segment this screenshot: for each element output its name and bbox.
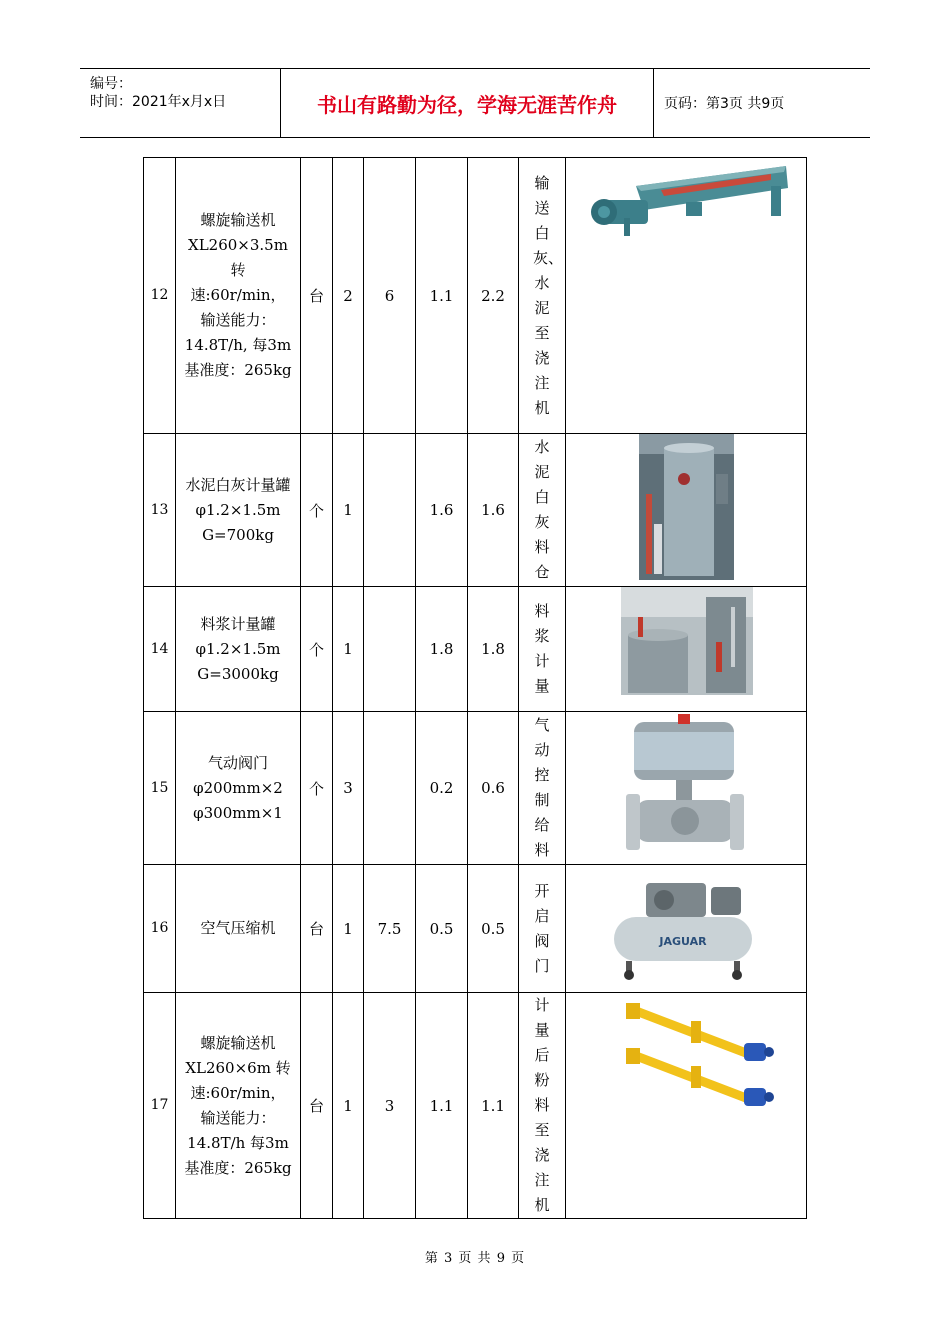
table-row [144,587,807,712]
row-power: 6 [364,158,416,434]
row-number: 14 [144,587,176,712]
valve-illustration [566,712,806,860]
row-unit: 个 [301,712,333,865]
row-number: 13 [144,434,176,587]
slurry-tank-photo [566,587,807,712]
row-usage: 料浆计量 [519,587,566,712]
row-description: 螺旋输送机XL260×3.5m 转速:60r/min，输送能力：14.8T/h, 每3m基准度：265kg [176,158,301,434]
row-unit-value: 1.6 [416,434,468,587]
equipment-table [143,157,807,1219]
row-number: 12 [144,158,176,434]
row-quantity: 1 [333,993,364,1219]
screw-conveyor-illustration [566,158,806,258]
table-row [144,434,807,587]
table-row [144,993,807,1219]
row-power: 7.5 [364,865,416,993]
row-description: 料浆计量罐 φ1.2×1.5m G=3000kg [176,587,301,712]
row-unit-value: 1.1 [416,158,468,434]
screw-conveyor-6m-photo [566,993,807,1219]
screw-conveyor-photo [566,158,807,434]
table-row [144,865,807,993]
row-power [364,712,416,865]
row-unit: 台 [301,158,333,434]
row-unit-value: 1.1 [416,993,468,1219]
row-total: 1.6 [468,434,519,587]
row-unit-value: 1.8 [416,587,468,712]
row-power: 3 [364,993,416,1219]
row-quantity: 1 [333,434,364,587]
compressor-illustration [566,865,806,988]
yellow-conveyor-illustration [566,993,806,1133]
row-description: 水泥白灰计量罐 φ1.2×1.5m G=700kg [176,434,301,587]
row-total: 0.6 [468,712,519,865]
header-info [80,69,281,137]
row-usage: 输送白灰、水泥至浇注机 [519,158,566,434]
row-usage: 气动控制给料 [519,712,566,865]
page-footer: 第 3 页 共 9 页 [424,1251,526,1266]
row-usage: 开启阀门 [519,865,566,993]
header-motto: 书山有路勤为径，学海无涯苦作舟 [281,69,654,137]
row-number: 17 [144,993,176,1219]
row-total: 0.5 [468,865,519,993]
row-total: 1.1 [468,993,519,1219]
row-total: 2.2 [468,158,519,434]
tank-illustration [566,434,806,582]
page-header [80,68,870,138]
row-unit-value: 0.5 [416,865,468,993]
row-power [364,434,416,587]
row-total: 1.8 [468,587,519,712]
row-description: 空气压缩机 [176,865,301,993]
row-unit: 台 [301,865,333,993]
slurry-tank-illustration [566,587,806,697]
cement-lime-tank-photo [566,434,807,587]
row-quantity: 3 [333,712,364,865]
compressor-brand: JAGUAR [659,935,707,948]
header-page-label: 页码：第3页 共9页 [664,96,785,112]
row-quantity: 1 [333,587,364,712]
row-description: 气动阀门 φ200mm×2 φ300mm×1 [176,712,301,865]
pneumatic-valve-photo [566,712,807,865]
row-quantity: 1 [333,865,364,993]
row-quantity: 2 [333,158,364,434]
number-label: 编号： [90,76,132,92]
row-description: 螺旋输送机XL260×6m 转速:60r/min，输送能力：14.8T/h 每3m基准度：265kg [176,993,301,1219]
table-row [144,158,807,434]
row-usage: 计量后粉料至浇注机 [519,993,566,1219]
table-row [144,712,807,865]
row-number: 16 [144,865,176,993]
row-usage: 水泥白灰料仓 [519,434,566,587]
row-power [364,587,416,712]
row-unit: 个 [301,587,333,712]
row-number: 15 [144,712,176,865]
row-unit: 台 [301,993,333,1219]
row-unit-value: 0.2 [416,712,468,865]
time-label: 时间：2021年x月x日 [90,94,227,110]
row-unit: 个 [301,434,333,587]
air-compressor-photo [566,865,807,993]
